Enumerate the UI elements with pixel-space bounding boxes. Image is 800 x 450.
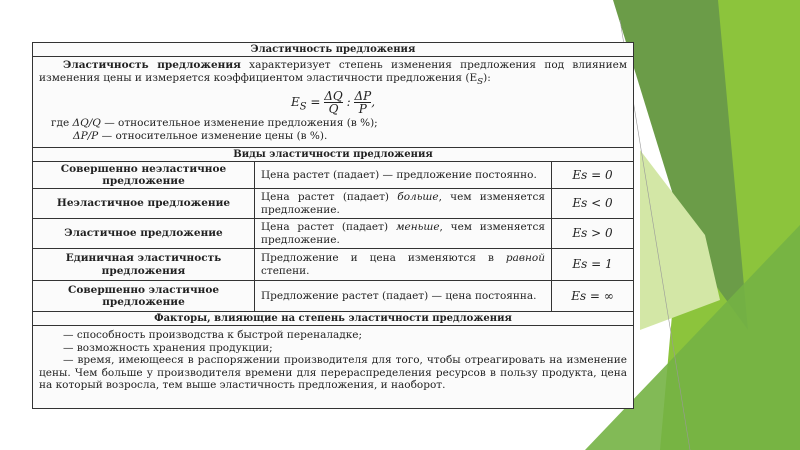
table-title: Эластичность предложения: [33, 43, 633, 57]
type-name: Неэластичное предложение: [33, 189, 255, 218]
type-description: [255, 162, 552, 188]
desc-end: , чем изменяется предложение.: [261, 191, 545, 216]
desc-end: степени.: [261, 264, 310, 277]
type-name: Эластичное предложение: [33, 219, 255, 248]
desc-text: Цена растет (падает): [261, 221, 396, 233]
coefficient-value: Es > 0: [572, 226, 613, 241]
type-description: [255, 281, 552, 311]
desc-emphasis: меньше: [395, 221, 440, 233]
symbol: ΔP/P: [73, 129, 99, 142]
desc-emphasis: равной: [505, 252, 545, 264]
definition-block: [33, 57, 633, 148]
denominator: Q: [328, 102, 339, 117]
definition-end: ):: [483, 71, 491, 84]
coefficient-value: Es = 1: [572, 257, 613, 272]
desc-text: Цена растет (падает): [261, 191, 398, 203]
numerator: ΔQ: [324, 89, 343, 104]
where-line-1: [39, 117, 627, 130]
table-row: [33, 162, 633, 189]
table-row: [33, 189, 633, 219]
table-row: [33, 219, 633, 249]
table-row: [33, 281, 633, 312]
coefficient-value: Es = ∞: [571, 288, 614, 303]
factors-list: [33, 326, 633, 408]
desc-end: , чем изменяется предложение.: [261, 221, 545, 246]
desc-text: Предложение растет (падает) — цена постоянна.: [261, 289, 537, 302]
desc-emphasis: больше: [397, 191, 439, 203]
factors-heading: Факторы, влияющие на степень эластичности предложения: [33, 312, 633, 326]
fraction-dp-p: [354, 90, 371, 115]
explanation: — относительное изменение предложения (в %);: [100, 117, 378, 130]
explanation: — относительное изменение цены (в %).: [98, 129, 328, 142]
type-name: Совершенно неэластичное предложение: [33, 162, 255, 188]
table-row: [33, 249, 633, 281]
type-description: [255, 249, 552, 280]
formula-eq: =: [306, 95, 325, 110]
factor-item: — возможность хранения продукции;: [63, 341, 273, 354]
numerator: ΔP: [354, 89, 372, 104]
type-name: Совершенно эластичное предложение: [33, 281, 255, 311]
elasticity-formula: [39, 90, 627, 115]
desc-text: Цена растет (падает) — предложение постоянно.: [261, 168, 537, 181]
subscript: S: [477, 76, 484, 87]
factor-item: — время, имеющееся в распоряжении производителя для того, чтобы отреагировать на изменение цены. Чем больше у производителя времени для перераспределения ресурсов в пользу продукта, цена на который возросла, тем выше эластичность предложения, и наоборот.: [39, 354, 627, 391]
definition-body: характеризует степень изменения предложения под влиянием изменения цены и измеряется коэффициентом эластичности предложения (E: [39, 59, 627, 84]
symbol: ΔQ/Q: [72, 117, 101, 130]
formula-div: :: [346, 95, 355, 110]
denominator: P: [358, 102, 367, 117]
where-prefix: где: [51, 117, 73, 130]
formula-lhs: E: [290, 95, 300, 110]
type-description: [255, 219, 552, 248]
desc-text: Предложение и цена изменяются в: [261, 252, 506, 264]
formula-sub: S: [299, 101, 307, 113]
definition-text: [39, 59, 627, 88]
supply-elasticity-table: [32, 42, 634, 409]
type-description: [255, 189, 552, 218]
factor-item: — способность производства к быстрой переналадке;: [63, 329, 363, 341]
types-heading: Виды эластичности предложения: [33, 148, 633, 162]
coefficient-value: Es = 0: [572, 167, 613, 182]
type-name: Единичная эластичность предложения: [33, 249, 255, 280]
coefficient-value: Es < 0: [572, 196, 613, 211]
formula-end: ,: [371, 95, 376, 110]
where-line-2: [39, 130, 627, 143]
fraction-dq-q: [324, 90, 343, 115]
defined-term: Эластичность предложения: [63, 59, 241, 71]
